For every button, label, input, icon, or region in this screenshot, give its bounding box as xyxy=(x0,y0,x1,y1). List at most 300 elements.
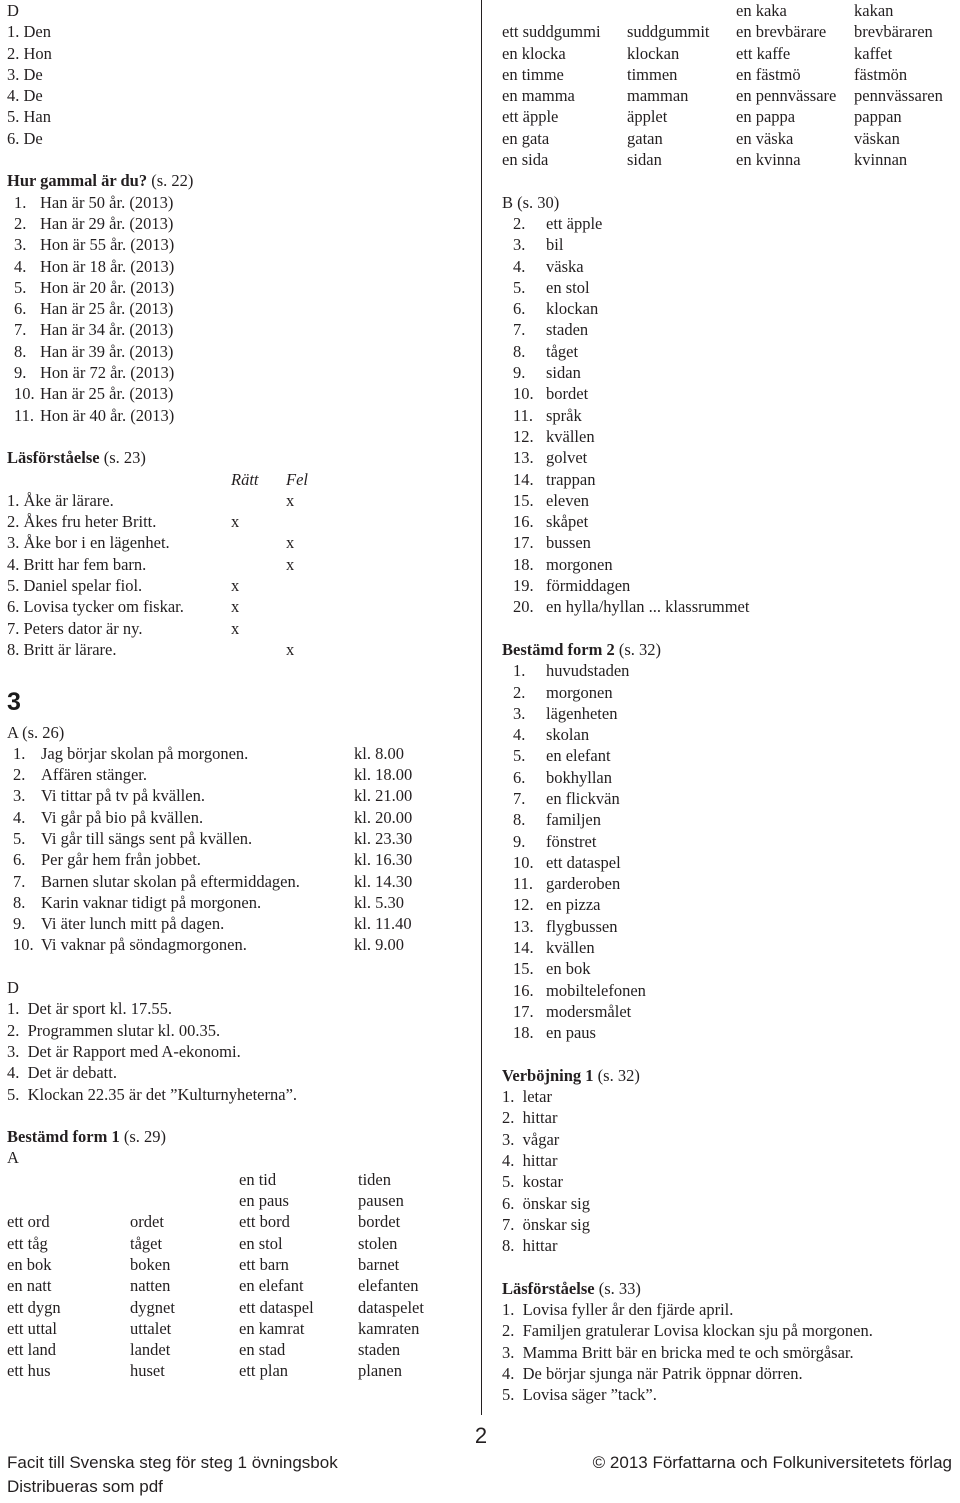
table-cell: stolen xyxy=(358,1233,398,1253)
item-text: modersmålet xyxy=(546,1001,632,1021)
item-number: 19. xyxy=(513,576,534,596)
list-item xyxy=(502,1022,957,1043)
wrong-mark: x xyxy=(286,490,295,510)
list-item xyxy=(7,298,477,319)
list-item: 1. Den xyxy=(7,22,51,42)
statement-text: 5. Daniel spelar fiol. xyxy=(7,576,143,596)
table-cell: pausen xyxy=(358,1191,404,1211)
heading-page: (s. 23) xyxy=(99,448,146,468)
item-text: eleven xyxy=(546,490,590,510)
table-row xyxy=(7,934,477,955)
list-item xyxy=(502,575,957,596)
list-item: 5. Klockan 22.35 är det ”Kulturnyheterna”. xyxy=(7,1084,298,1104)
list-item: 2. Programmen slutar kl. 00.35. xyxy=(7,1020,221,1040)
wrong-mark: x xyxy=(286,639,295,659)
list-item xyxy=(502,745,957,766)
item-time: kl. 5.30 xyxy=(354,892,404,912)
table-cell: gatan xyxy=(627,128,663,148)
table-cell: brevbäraren xyxy=(854,22,933,42)
wrong-mark: x xyxy=(286,554,295,574)
reading-header-row xyxy=(7,469,477,490)
item-number: 18. xyxy=(513,554,534,574)
section-heading: D xyxy=(7,978,19,998)
item-text: Hon är 20 år. (2013) xyxy=(40,277,175,297)
item-number: 14. xyxy=(513,469,534,489)
list-item xyxy=(502,767,957,788)
statement-text: 6. Lovisa tycker om fiskar. xyxy=(7,597,184,617)
item-text: bussen xyxy=(546,533,591,553)
item-text: golvet xyxy=(546,448,588,468)
item-number: 1. xyxy=(14,192,27,212)
heading-title: Verböjning 1 xyxy=(502,1065,594,1085)
table-row xyxy=(7,913,477,934)
table-cell: landet xyxy=(130,1340,171,1360)
list-item xyxy=(502,490,957,511)
list-item xyxy=(502,809,957,830)
item-time: kl. 14.30 xyxy=(354,871,413,891)
list-item xyxy=(502,894,957,915)
item-text: morgonen xyxy=(546,554,613,574)
table-row xyxy=(7,764,477,785)
table-cell: ett land xyxy=(7,1340,57,1360)
list-item xyxy=(502,1001,957,1022)
item-time: kl. 18.00 xyxy=(354,765,413,785)
table-cell: en gata xyxy=(502,128,550,148)
item-number: 20. xyxy=(513,597,534,617)
table-cell: tåget xyxy=(130,1233,163,1253)
table-cell: ett hus xyxy=(7,1361,51,1381)
list-item: 3. vågar xyxy=(502,1129,560,1149)
wrong-mark: x xyxy=(286,533,295,553)
table-row xyxy=(7,554,477,575)
list-item xyxy=(502,341,957,362)
table-cell: mamman xyxy=(627,86,689,106)
heading-page: (s. 22) xyxy=(147,171,194,191)
table-row xyxy=(7,1169,477,1190)
item-text: en stol xyxy=(546,277,590,297)
item-text: Han är 29 år. (2013) xyxy=(40,213,174,233)
list-item xyxy=(7,234,477,255)
item-text: flygbussen xyxy=(546,916,618,936)
heading-title: Läsförståelse xyxy=(502,1278,595,1298)
table-cell: en kvinna xyxy=(736,150,801,170)
table-row xyxy=(7,1233,477,1254)
item-text: bordet xyxy=(546,384,589,404)
table-cell: elefanten xyxy=(358,1276,419,1296)
item-text: kvällen xyxy=(546,426,595,446)
item-text: ett dataspel xyxy=(546,852,621,872)
list-item: 6. önskar sig xyxy=(502,1193,590,1213)
right-mark: x xyxy=(231,618,240,638)
verbs-list xyxy=(502,1086,957,1256)
table-cell: staden xyxy=(358,1340,401,1360)
reading-list xyxy=(7,490,477,660)
statement-text: 3. Åke bor i en lägenhet. xyxy=(7,533,170,553)
list-item xyxy=(502,277,957,298)
list-item xyxy=(502,256,957,277)
item-text: morgonen xyxy=(546,682,613,702)
table-row xyxy=(7,828,477,849)
item-number: 10. xyxy=(513,852,534,872)
item-number: 10. xyxy=(13,935,34,955)
heading-page: (s. 32) xyxy=(614,639,662,659)
item-number: 8. xyxy=(14,341,27,361)
table-cell: en sida xyxy=(502,150,549,170)
item-text: förmiddagen xyxy=(546,576,631,596)
item-text: Hon är 55 år. (2013) xyxy=(40,235,175,255)
table-cell: en mamma xyxy=(502,86,575,106)
table-cell: kaffet xyxy=(854,43,893,63)
definite2-list xyxy=(502,660,957,1043)
item-text: Karin vaknar tidigt på morgonen. xyxy=(41,892,262,912)
table-cell: en natt xyxy=(7,1276,52,1296)
list-item: 8. hittar xyxy=(502,1236,558,1256)
table-row xyxy=(7,871,477,892)
table-cell: dataspelet xyxy=(358,1297,424,1317)
table-cell: barnet xyxy=(358,1254,400,1274)
list-item: 1. Lovisa fyller år den fjärde april. xyxy=(502,1300,734,1320)
table-cell: en kaka xyxy=(736,1,787,20)
list-item: 1. letar xyxy=(502,1087,552,1107)
section-heading-age xyxy=(7,170,477,191)
item-text: Han är 25 år. (2013) xyxy=(40,299,174,319)
item-number: 9. xyxy=(513,363,526,383)
list-item: 5. kostar xyxy=(502,1172,563,1192)
list-item xyxy=(502,234,957,255)
section-heading: B (s. 30) xyxy=(502,192,560,212)
item-number: 6. xyxy=(14,299,27,319)
item-number: 9. xyxy=(513,831,526,851)
item-text: en bok xyxy=(546,959,591,979)
table-cell: tiden xyxy=(358,1169,391,1189)
item-number: 7. xyxy=(14,320,27,340)
item-number: 7. xyxy=(513,788,526,808)
list-item xyxy=(502,980,957,1001)
table-cell: kvinnan xyxy=(854,150,908,170)
table-row xyxy=(502,85,957,106)
list-item xyxy=(7,256,477,277)
item-text: Hon är 40 år. (2013) xyxy=(40,405,175,425)
page-number: 2 xyxy=(474,1423,488,1448)
list-item xyxy=(502,213,957,234)
item-number: 12. xyxy=(513,426,534,446)
item-number: 5. xyxy=(513,277,526,297)
table-cell: en pennvässare xyxy=(736,86,837,106)
table-cell: äpplet xyxy=(627,107,668,127)
table-cell: en kamrat xyxy=(239,1318,305,1338)
list-item xyxy=(502,319,957,340)
list-item xyxy=(502,511,957,532)
item-time: kl. 11.40 xyxy=(354,914,412,934)
table-cell: en pappa xyxy=(736,107,796,127)
table-cell: sidan xyxy=(627,150,662,170)
table-row xyxy=(502,21,957,42)
item-time: kl. 9.00 xyxy=(354,935,404,955)
item-number: 16. xyxy=(513,512,534,532)
item-text: Vi går på bio på kvällen. xyxy=(41,807,204,827)
item-number: 5. xyxy=(14,277,27,297)
item-text: Han är 39 år. (2013) xyxy=(40,341,174,361)
footer-copyright: © 2013 Författarna och Folkuniversitetets förlag xyxy=(592,1453,952,1472)
item-number: 11. xyxy=(513,874,534,894)
item-number: 5. xyxy=(13,828,26,848)
right-mark: x xyxy=(231,512,240,532)
list-item xyxy=(502,532,957,553)
statement-text: 4. Britt har fem barn. xyxy=(7,554,147,574)
item-number: 3. xyxy=(13,786,26,806)
item-text: Barnen slutar skolan på eftermiddagen. xyxy=(41,871,300,891)
table-cell: pennvässaren xyxy=(854,86,943,106)
item-number: 2. xyxy=(14,213,27,233)
times-list xyxy=(7,743,477,956)
item-number: 10. xyxy=(14,384,35,404)
age-list xyxy=(7,192,477,426)
item-number: 4. xyxy=(14,256,27,276)
list-item xyxy=(7,192,477,213)
table-cell: väskan xyxy=(854,128,900,148)
item-number: 4. xyxy=(13,807,26,827)
table-cell: en brevbärare xyxy=(736,22,827,42)
item-number: 5. xyxy=(513,746,526,766)
list-item: 5. Han xyxy=(7,107,51,127)
item-number: 13. xyxy=(513,916,534,936)
item-text: staden xyxy=(546,320,589,340)
item-time: kl. 8.00 xyxy=(354,743,404,763)
list-item xyxy=(502,831,957,852)
item-number: 13. xyxy=(513,448,534,468)
table-cell: klockan xyxy=(627,43,680,63)
item-text: sidan xyxy=(546,363,581,383)
item-number: 6. xyxy=(13,850,26,870)
item-text: en pizza xyxy=(546,895,601,915)
statement-text: 1. Åke är lärare. xyxy=(7,490,114,510)
item-number: 4. xyxy=(513,725,526,745)
list-item xyxy=(502,426,957,447)
list-item xyxy=(7,277,477,298)
table-row xyxy=(7,849,477,870)
table-cell: fästmön xyxy=(854,64,908,84)
item-text: Hon är 72 år. (2013) xyxy=(40,363,175,383)
table-cell: ett dataspel xyxy=(239,1297,314,1317)
item-number: 2. xyxy=(513,213,526,233)
list-item xyxy=(7,319,477,340)
item-number: 8. xyxy=(513,341,526,361)
heading-title: Läsförståelse xyxy=(7,448,100,468)
item-number: 7. xyxy=(13,871,26,891)
footer-distribution: Distribueras som pdf xyxy=(7,1477,163,1496)
item-number: 16. xyxy=(513,980,534,1000)
table-cell: ett uttal xyxy=(7,1318,57,1338)
item-number: 9. xyxy=(13,914,26,934)
section-heading: A (s. 26) xyxy=(7,722,65,742)
item-number: 18. xyxy=(513,1023,534,1043)
table-row xyxy=(7,1254,477,1275)
item-text: en paus xyxy=(546,1023,596,1043)
item-text: Hon är 18 år. (2013) xyxy=(40,256,175,276)
table-cell: natten xyxy=(130,1276,171,1296)
item-number: 17. xyxy=(513,1001,534,1021)
subsection-label: A xyxy=(7,1148,19,1168)
list-item xyxy=(502,937,957,958)
table-cell: en fästmö xyxy=(736,64,801,84)
list-item xyxy=(7,362,477,383)
table-cell: ett plan xyxy=(239,1361,289,1381)
item-text: Han är 50 år. (2013) xyxy=(40,192,174,212)
table-row xyxy=(7,596,477,617)
table-cell: en väska xyxy=(736,128,794,148)
table-cell: en stad xyxy=(239,1340,286,1360)
right-mark: x xyxy=(231,576,240,596)
item-text: Jag börjar skolan på morgonen. xyxy=(41,743,249,763)
item-time: kl. 23.30 xyxy=(354,828,413,848)
list-item: 3. Mamma Britt bär en bricka med te och smörgåsar. xyxy=(502,1342,854,1362)
nouns-table xyxy=(502,0,957,170)
item-number: 6. xyxy=(513,767,526,787)
table-row xyxy=(7,1275,477,1296)
heading-page: (s. 32) xyxy=(593,1065,640,1085)
table-row xyxy=(7,1318,477,1339)
heading-title: Hur gammal är du? xyxy=(7,171,148,191)
list-item xyxy=(7,405,477,426)
table-cell: ett barn xyxy=(239,1254,289,1274)
item-number: 17. xyxy=(513,533,534,553)
table-cell: en tid xyxy=(239,1169,277,1189)
list-item: 2. Familjen gratulerar Lovisa klockan sju på morgonen. xyxy=(502,1321,873,1341)
section-heading-reading2 xyxy=(502,1278,957,1299)
item-number: 1. xyxy=(513,661,526,681)
table-row xyxy=(502,43,957,64)
table-row xyxy=(502,106,957,127)
table-cell: boken xyxy=(130,1254,171,1274)
list-item xyxy=(502,788,957,809)
section-heading-verbs xyxy=(502,1065,957,1086)
list-item: 7. önskar sig xyxy=(502,1214,590,1234)
item-text: Han är 25 år. (2013) xyxy=(40,384,174,404)
list-item xyxy=(502,405,957,426)
statement-text: 8. Britt är lärare. xyxy=(7,639,117,659)
table-cell: kakan xyxy=(854,1,894,20)
footer-book-title: Facit till Svenska steg för steg 1 övningsbok xyxy=(7,1453,338,1472)
list-item xyxy=(502,554,957,575)
table-row xyxy=(7,618,477,639)
column-divider xyxy=(481,0,482,1415)
table-row xyxy=(7,1339,477,1360)
item-text: bokhyllan xyxy=(546,767,612,787)
section-heading-reading xyxy=(7,447,477,468)
chapter-number: 3 xyxy=(7,687,21,716)
item-number: 2. xyxy=(13,765,26,785)
heading-title: Bestämd form 1 xyxy=(7,1127,120,1147)
table-row xyxy=(502,149,957,170)
list-item xyxy=(7,341,477,362)
table-row xyxy=(7,1190,477,1211)
item-number: 8. xyxy=(513,810,526,830)
table-row xyxy=(7,490,477,511)
list-item: 5. Lovisa säger ”tack”. xyxy=(502,1385,657,1405)
item-text: Vi vaknar på söndagmorgonen. xyxy=(41,935,247,955)
table-cell: ordet xyxy=(130,1212,164,1232)
table-cell: ett tåg xyxy=(7,1233,48,1253)
table-row xyxy=(7,1297,477,1318)
item-number: 15. xyxy=(513,959,534,979)
list-item: 2. Hon xyxy=(7,43,52,63)
item-text: en hylla/hyllan ... klassrummet xyxy=(546,597,750,617)
list-item: 4. De börjar sjunga när Patrik öppnar dörren. xyxy=(502,1364,803,1383)
item-time: kl. 16.30 xyxy=(354,850,413,870)
item-text: garderoben xyxy=(546,874,621,894)
item-text: skåpet xyxy=(546,512,589,532)
item-text: Vi äter lunch mitt på dagen. xyxy=(41,914,225,934)
right-mark: x xyxy=(231,597,240,617)
section-heading-definite1 xyxy=(7,1126,477,1147)
statement-text: 2. Åkes fru heter Britt. xyxy=(7,512,157,532)
item-number: 6. xyxy=(513,299,526,319)
item-text: kvällen xyxy=(546,938,595,958)
item-time: kl. 21.00 xyxy=(354,786,413,806)
list-item: 3. De xyxy=(7,64,43,84)
section-heading: D xyxy=(7,1,19,20)
list-item: 1. Det är sport kl. 17.55. xyxy=(7,999,172,1019)
heading-page: (s. 29) xyxy=(119,1127,167,1147)
item-number: 9. xyxy=(14,363,27,383)
list-item: 4. De xyxy=(7,86,43,106)
item-text: trappan xyxy=(546,469,596,489)
list-item xyxy=(502,852,957,873)
tv-list xyxy=(7,998,477,1104)
definite-form-table xyxy=(7,1169,477,1382)
table-cell: suddgummit xyxy=(627,22,710,42)
table-cell: ett ord xyxy=(7,1212,50,1232)
right-column xyxy=(502,0,957,1406)
list-item xyxy=(502,958,957,979)
list-item: 6. De xyxy=(7,128,43,148)
table-cell: timmen xyxy=(627,64,678,84)
table-cell: en bok xyxy=(7,1254,52,1274)
column-right-label: Rätt xyxy=(231,469,259,489)
item-number: 3. xyxy=(513,703,526,723)
list-item xyxy=(502,469,957,490)
list-item: 3. Det är Rapport med A-ekonomi. xyxy=(7,1041,241,1061)
list-item xyxy=(502,873,957,894)
table-cell: ett bord xyxy=(239,1212,290,1232)
table-row xyxy=(7,892,477,913)
table-cell: ett dygn xyxy=(7,1297,61,1317)
table-cell: ett kaffe xyxy=(736,43,791,63)
statement-text: 7. Peters dator är ny. xyxy=(7,618,143,638)
item-number: 3. xyxy=(14,235,27,255)
table-row xyxy=(7,532,477,553)
list-item xyxy=(502,682,957,703)
table-cell: planen xyxy=(358,1361,402,1381)
item-text: ett äpple xyxy=(546,213,603,233)
item-text: tåget xyxy=(546,341,579,361)
table-cell: en timme xyxy=(502,64,564,84)
item-text: huvudstaden xyxy=(546,661,630,681)
b-list xyxy=(502,213,957,618)
list-item xyxy=(502,362,957,383)
item-text: klockan xyxy=(546,299,599,319)
list-item xyxy=(502,660,957,681)
item-text: bil xyxy=(546,235,564,255)
table-cell: en elefant xyxy=(239,1276,304,1296)
list-item xyxy=(502,298,957,319)
item-time: kl. 20.00 xyxy=(354,807,413,827)
table-cell: dygnet xyxy=(130,1297,175,1317)
reading2-list xyxy=(502,1299,957,1405)
item-text: skolan xyxy=(546,725,590,745)
item-text: Vi tittar på tv på kvällen. xyxy=(41,786,205,806)
list-item xyxy=(502,703,957,724)
